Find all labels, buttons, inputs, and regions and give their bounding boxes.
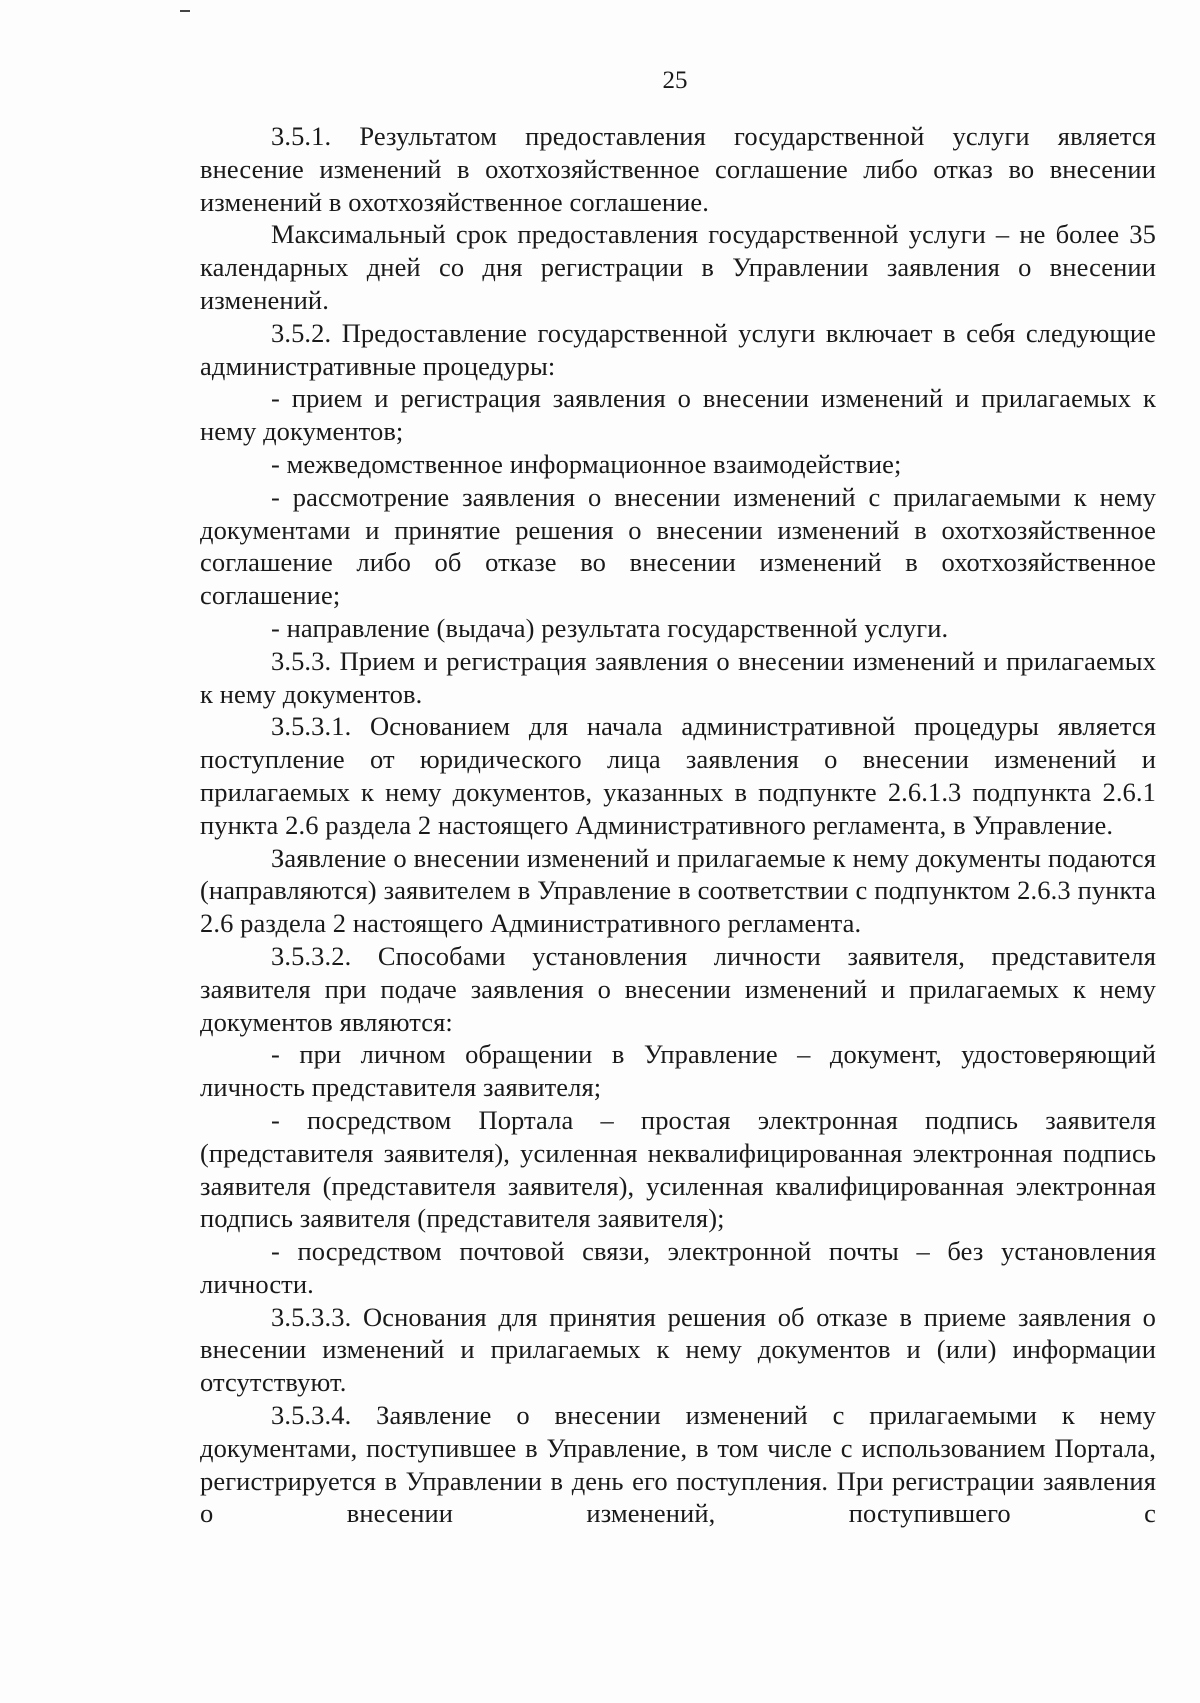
list-item-result: - направление (выдача) результата государственной услуги. xyxy=(271,612,949,643)
paragraph-3-5-2: 3.5.2. Предоставление государственной услуги включает в себя следующие административные процедуры: xyxy=(200,317,1156,381)
list-item-mail: - посредством почтовой связи, электронной почты – без установления личности. xyxy=(200,1236,1156,1299)
list-item-interaction: - межведомственное информационное взаимодействие; xyxy=(271,448,902,479)
paragraph-3-5-1: 3.5.1. Результатом предоставления государственной услуги является внесение изменений в охотхозяйственное соглашение либо отказ во внесении изменений в охотхозяйственное соглашение. xyxy=(200,121,1156,217)
paragraph-3-5-3-3: 3.5.3.3. Основания для принятия решения об отказе в приеме заявления о внесении изменений и прилагаемых к нему документов и (или) информации отсутствуют. xyxy=(200,1301,1156,1398)
document-body xyxy=(200,120,1156,1530)
paragraph-3-5-3-1: 3.5.3.1. Основанием для начала административной процедуры является поступление от юридического лица заявления о внесении изменений и прилагаемых к нему документов, указанных в подпункте 2.6.1.3 подпункта 2.6.1 пункта 2.6 раздела 2 настоящего Административного регламента, в Управление. xyxy=(200,711,1156,840)
paragraph-3-5-3-4: 3.5.3.4. Заявление о внесении изменений с прилагаемыми к нему документами, поступившее в Управление, в том числе с использованием Портала, регистрируется в Управлении в день его поступления. При регистрации заявления о внесении изменений, поступившего с xyxy=(200,1400,1156,1529)
list-item-in-person: - при личном обращении в Управление – документ, удостоверяющий личность представителя заявителя; xyxy=(200,1039,1156,1103)
list-item-review: - рассмотрение заявления о внесении изменений с прилагаемыми к нему документами и принятие решения о внесении изменений в охотхозяйственное соглашение либо об отказе во внесении изменений в охотхозяйственное соглашение; xyxy=(200,481,1156,611)
paragraph-3-5-3-2: 3.5.3.2. Способами установления личности заявителя, представителя заявителя при подаче заявления о внесении изменений и прилагаемых к нему документов являются: xyxy=(200,940,1156,1037)
list-item-portal: - посредством Портала – простая электронная подпись заявителя (представителя заявителя), усиленная неквалифицированная электронная подпись заявителя (представителя заявителя), усиленная квалифицированная электронная подпись заявителя (представителя заявителя); xyxy=(200,1104,1156,1234)
scan-mark xyxy=(180,10,190,12)
paragraph-max-term: Максимальный срок предоставления государственной услуги – не более 35 календарных дней со дня регистрации в Управлении заявления о внесении изменений. xyxy=(200,219,1156,315)
page-number: 25 xyxy=(662,67,688,94)
paragraph-3-5-3: 3.5.3. Прием и регистрация заявления о внесении изменений и прилагаемых к нему документов. xyxy=(200,645,1156,709)
list-item-reception: - прием и регистрация заявления о внесении изменений и прилагаемых к нему документов; xyxy=(200,383,1156,447)
paragraph-submission: Заявление о внесении изменений и прилагаемые к нему документы подаются (направляются) заявителем в Управление в соответствии с подпунктом 2.6.3 пункта 2.6 раздела 2 настоящего Административного регламента. xyxy=(200,842,1156,939)
